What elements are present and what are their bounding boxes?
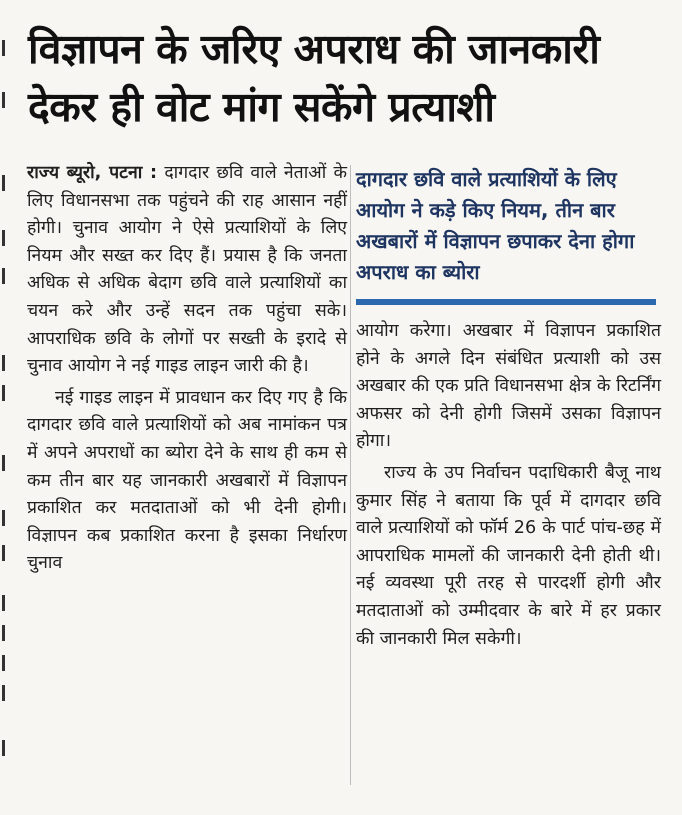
right-column [356,318,661,653]
highlight-blurb: दागदार छवि वाले प्रत्याशियों के लिए आयोग ने कड़े किए नियम, तीन बार अखबारों में विज्ञापन छपाकर देना होगा अपराध का ब्योरा [356,167,635,284]
column-divider [350,165,351,785]
paragraph-text: दागदार छवि वाले नेताओं के लिए विधानसभा तक पहुंचने की राह आसान नहीं होगी। चुनाव आयोग ने ऐसे प्रत्याशियों के लिए नियम और सख्त कर दिए हैं। प्रयास है कि जनता अधिक से अधिक बेदाग छवि वाले प्रत्याशियों का चयन करे और उन्हें सदन तक पहुंचा सके। आपराधिक छवि के लोगों पर सख्ती के इरादे से चुनाव आयोग ने नई गाइड लाइन जारी की है। [27,163,347,377]
page-edge-marks [0,0,14,815]
left-column [27,160,347,578]
article-paragraph-2: नई गाइड लाइन में प्रावधान कर दिए गए है कि दागदार छवि वाले प्रत्याशियों को अब नामांकन पत्र में अपने अपराधों का ब्योरा देने के साथ ही कम से कम तीन बार यह जानकारी अखबारों में विज्ञापन प्रकाशित कर मतदाताओं को भी देनी होगी। विज्ञापन कब प्रकाशित करना है इसका निर्धारण चुनाव [27,387,347,574]
byline: राज्य ब्यूरो, पटना : [27,163,158,183]
article-paragraph-4: राज्य के उप निर्वाचन पदाधिकारी बैजू नाथ कुमार सिंह ने बताया कि पूर्व में दागदार छवि वाले प्रत्याशियों को फॉर्म 26 के पार्ट पांच-छह में आपराधिक मामलों की जानकारी देनी होती थी। नई व्यवस्था पूरी तरह से पारदर्शी होगी और मतदाताओं को उम्मीदवार के बारे में हर प्रकार की जानकारी मिल सकेगी। [356,462,661,649]
article-paragraph-1 [27,160,347,381]
highlight-rule [356,299,656,305]
article-paragraph-3: आयोग करेगा। अखबार में विज्ञापन प्रकाशित होने के अगले दिन संबंधित प्रत्याशी को उस अखबार की एक प्रति विधानसभा क्षेत्र के रिटर्निंग अफसर को देनी होगी जिसमें उसका विज्ञापन होगा। [356,321,661,452]
headline: विज्ञापन के जरिए अपराध की जानकारी देकर ही वोट मांग सकेंगे प्रत्याशी [28,25,600,131]
